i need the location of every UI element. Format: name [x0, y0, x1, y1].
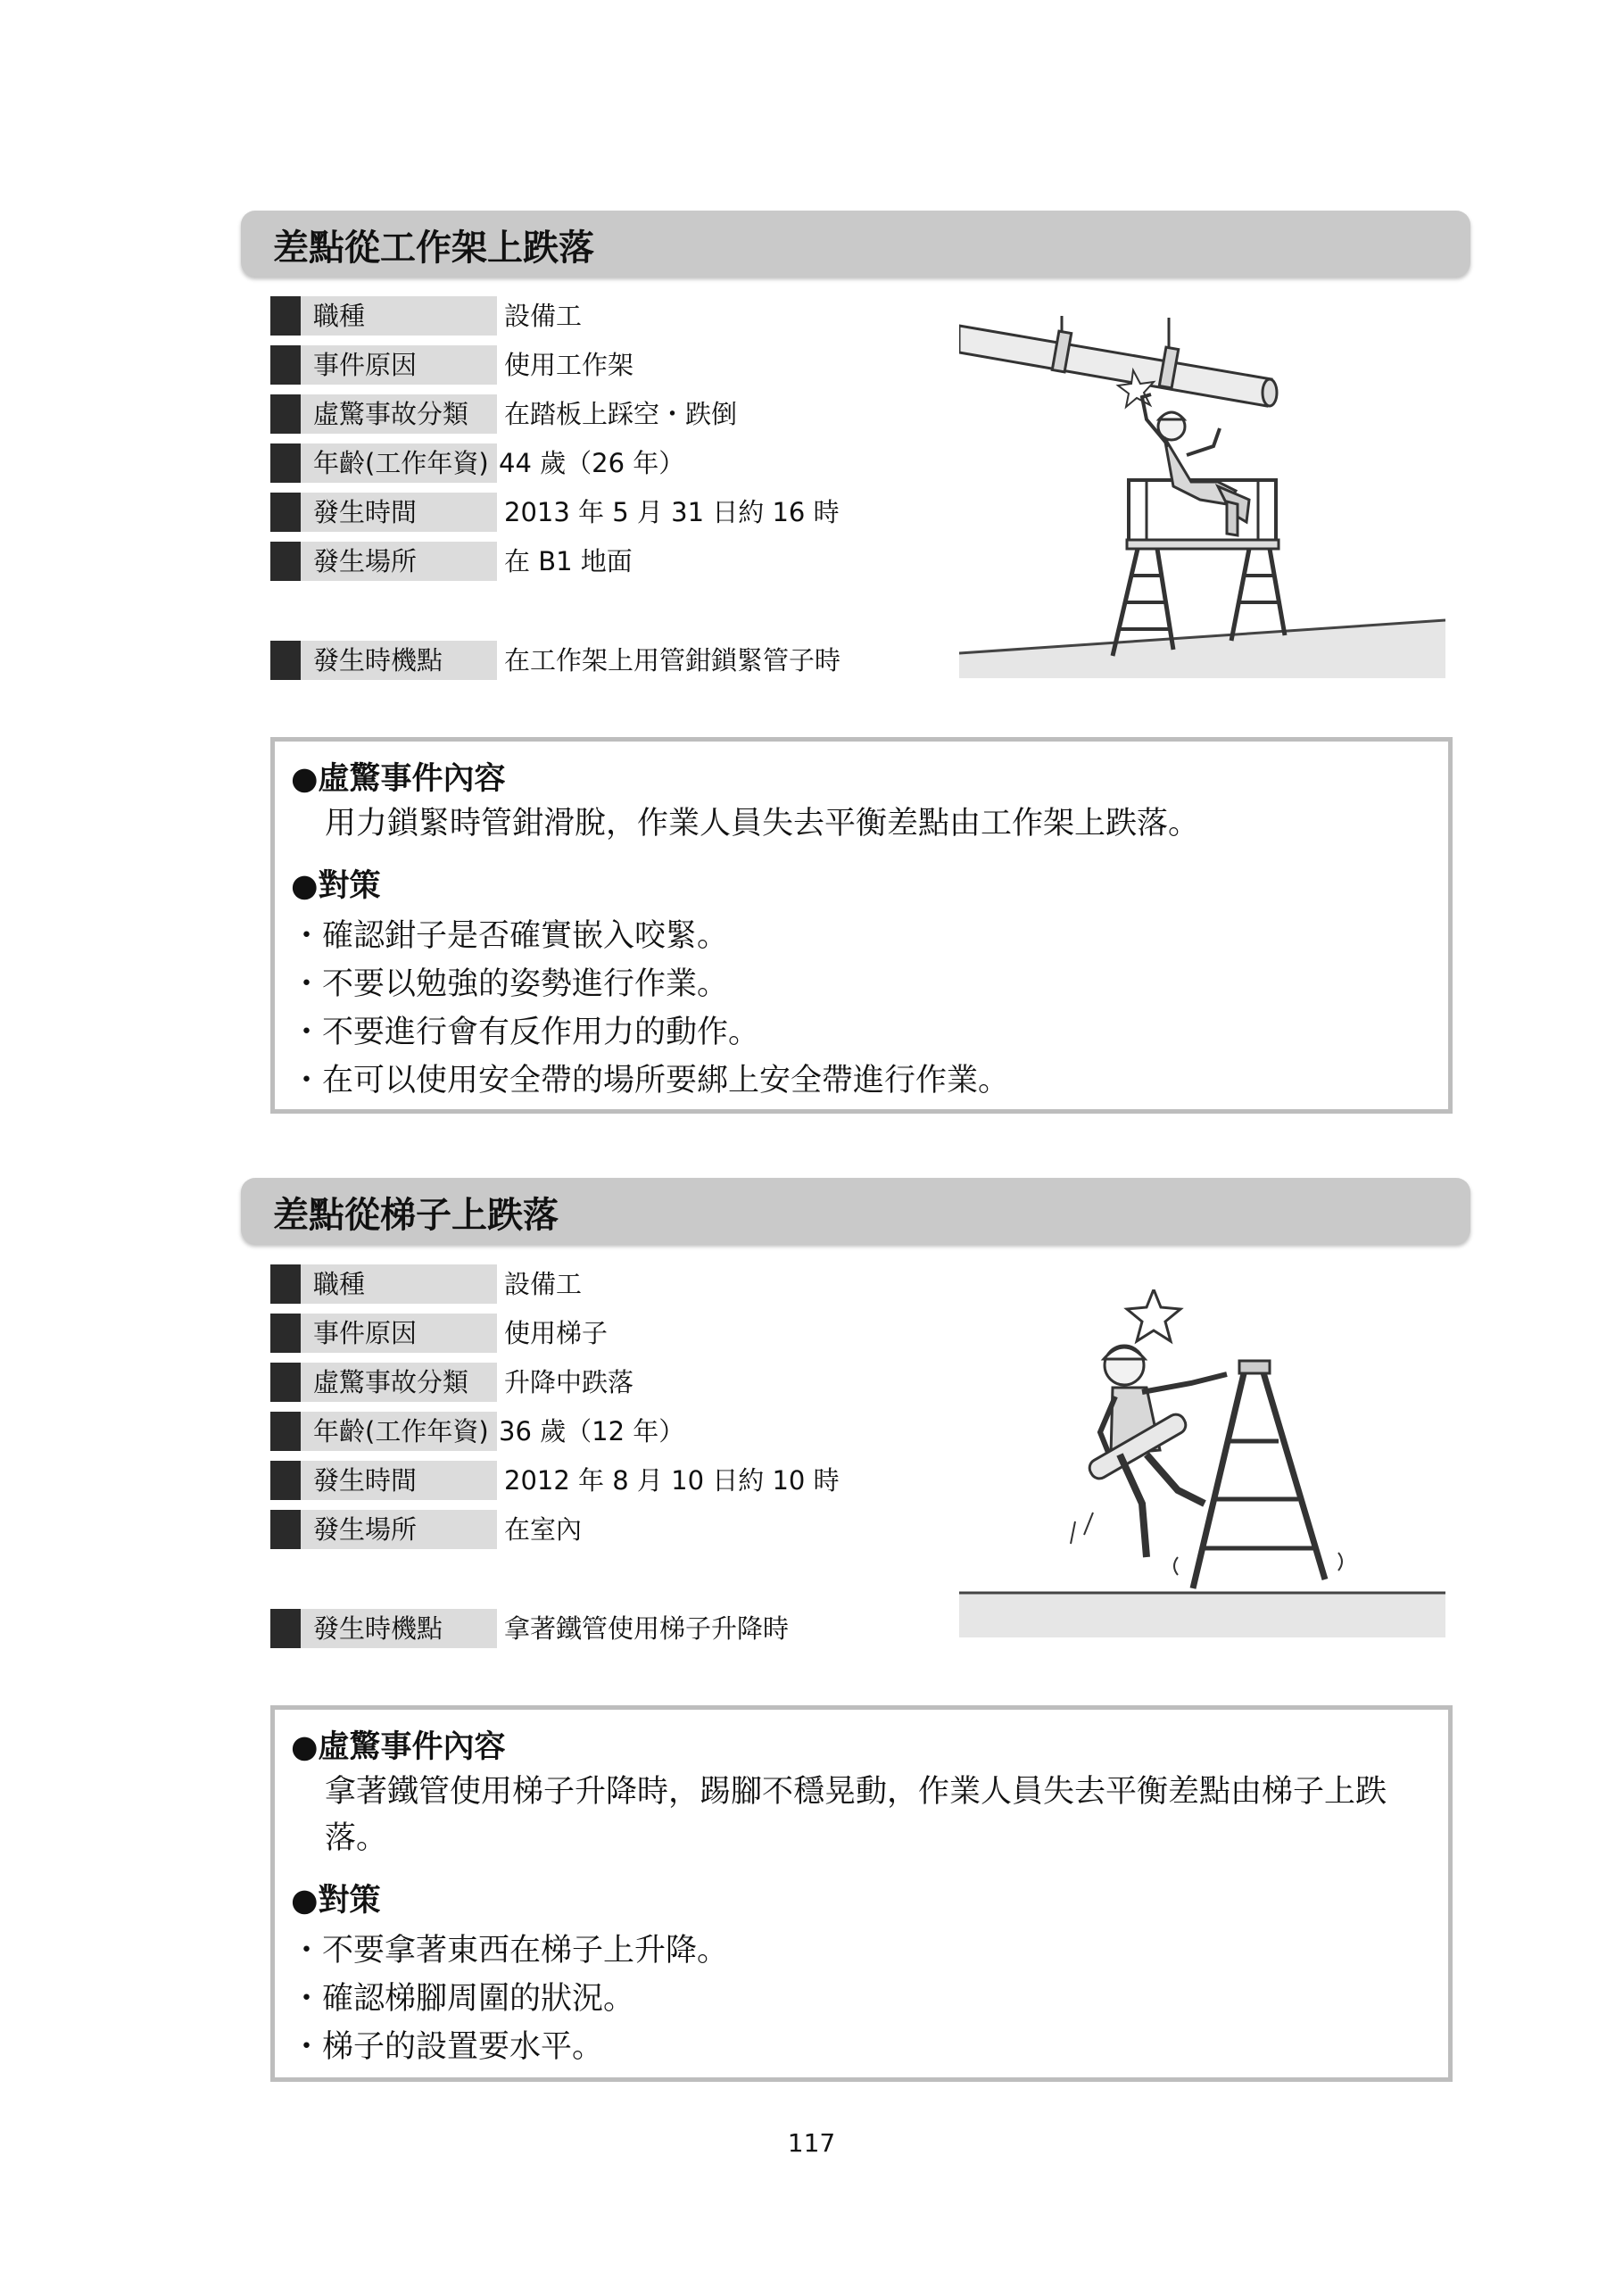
field-label: 發生時機點: [301, 1609, 497, 1648]
case2-measure-item: ・確認梯腳周圍的狀況。: [291, 1981, 635, 2017]
field-label: 發生場所: [301, 1510, 497, 1549]
field-label: 職種: [301, 1264, 497, 1304]
field-value: 設備工: [504, 301, 583, 331]
case2-content-text: 拿著鐵管使用梯子升降時，踢腳不穩晃動，作業人員失去平衡差點由梯子上跌落。: [325, 1774, 1387, 1856]
case2-title-bar: [241, 1178, 1470, 1244]
field-marker: [270, 542, 301, 581]
field-value: 2013 年 5 月 31 日約 16 時: [504, 497, 840, 527]
field-label: 年齡(工作年資): [301, 443, 497, 483]
field-value: 使用工作架: [504, 350, 634, 380]
field-label: 發生場所: [301, 542, 497, 581]
case1-measure-item: ・不要進行會有反作用力的動作。: [291, 1015, 760, 1050]
field-marker: [270, 394, 301, 434]
field-value: 拿著鐵管使用梯子升降時: [504, 1613, 790, 1644]
case1-title-bar: [241, 211, 1470, 277]
field-label: 發生時間: [301, 1461, 497, 1500]
field-marker: [270, 1314, 301, 1353]
field-marker: [270, 443, 301, 483]
case2-measure-item: ・梯子的設置要水平。: [291, 2029, 604, 2065]
field-value: 2012 年 8 月 10 日約 10 時: [504, 1465, 840, 1496]
field-value: 升降中跌落: [504, 1367, 634, 1397]
field-label: 虛驚事故分類: [301, 394, 497, 434]
case1-measure-item: ・確認鉗子是否確實嵌入咬緊。: [291, 918, 729, 954]
case2-measure-item: ・不要拿著東西在梯子上升降。: [291, 1933, 729, 1969]
field-value: 在 B1 地面: [504, 546, 633, 576]
field-marker: [270, 1461, 301, 1500]
field-marker: [270, 1363, 301, 1402]
field-value: 設備工: [504, 1269, 583, 1299]
field-label: 事件原因: [301, 345, 497, 385]
case1-measure-item: ・不要以勉強的姿勢進行作業。: [291, 966, 729, 1002]
case2-content-heading: ●虛驚事件內容: [291, 1729, 506, 1765]
field-marker: [270, 641, 301, 680]
page-number: 117: [787, 2128, 836, 2158]
field-value: 36 歲（12 年）: [499, 1416, 685, 1446]
case1-detail-box: [270, 737, 1453, 1114]
field-value: 在室內: [504, 1514, 583, 1545]
case1-measures-heading: ●對策: [291, 868, 381, 904]
field-label: 發生時機點: [301, 641, 497, 680]
case1-measure-item: ・在可以使用安全帶的場所要綁上安全帶進行作業。: [291, 1063, 1010, 1098]
field-value: 44 歲（26 年）: [499, 448, 685, 478]
field-marker: [270, 296, 301, 336]
field-marker: [270, 1510, 301, 1549]
field-marker: [270, 493, 301, 532]
field-marker: [270, 1264, 301, 1304]
case2-detail-box: [270, 1705, 1453, 2082]
case1-content-text: 用力鎖緊時管鉗滑脫，作業人員失去平衡差點由工作架上跌落。: [325, 806, 1200, 841]
ladder-fall-illustration: [959, 1289, 1445, 1637]
field-value: 使用梯子: [504, 1318, 609, 1348]
field-label: 職種: [301, 296, 497, 336]
field-marker: [270, 345, 301, 385]
case2-title: 差點從梯子上跌落: [273, 1195, 559, 1236]
field-label: 年齡(工作年資): [301, 1412, 497, 1451]
scaffold-fall-illustration: [959, 312, 1445, 678]
field-label: 事件原因: [301, 1314, 497, 1353]
field-marker: [270, 1412, 301, 1451]
field-label: 發生時間: [301, 493, 497, 532]
field-value: 在踏板上踩空・跌倒: [504, 399, 738, 429]
case1-title: 差點從工作架上跌落: [273, 228, 594, 269]
case1-content-heading: ●虛驚事件內容: [291, 761, 506, 797]
field-value: 在工作架上用管鉗鎖緊管子時: [504, 645, 841, 676]
field-marker: [270, 1609, 301, 1648]
field-label: 虛驚事故分類: [301, 1363, 497, 1402]
case2-measures-heading: ●對策: [291, 1883, 381, 1919]
